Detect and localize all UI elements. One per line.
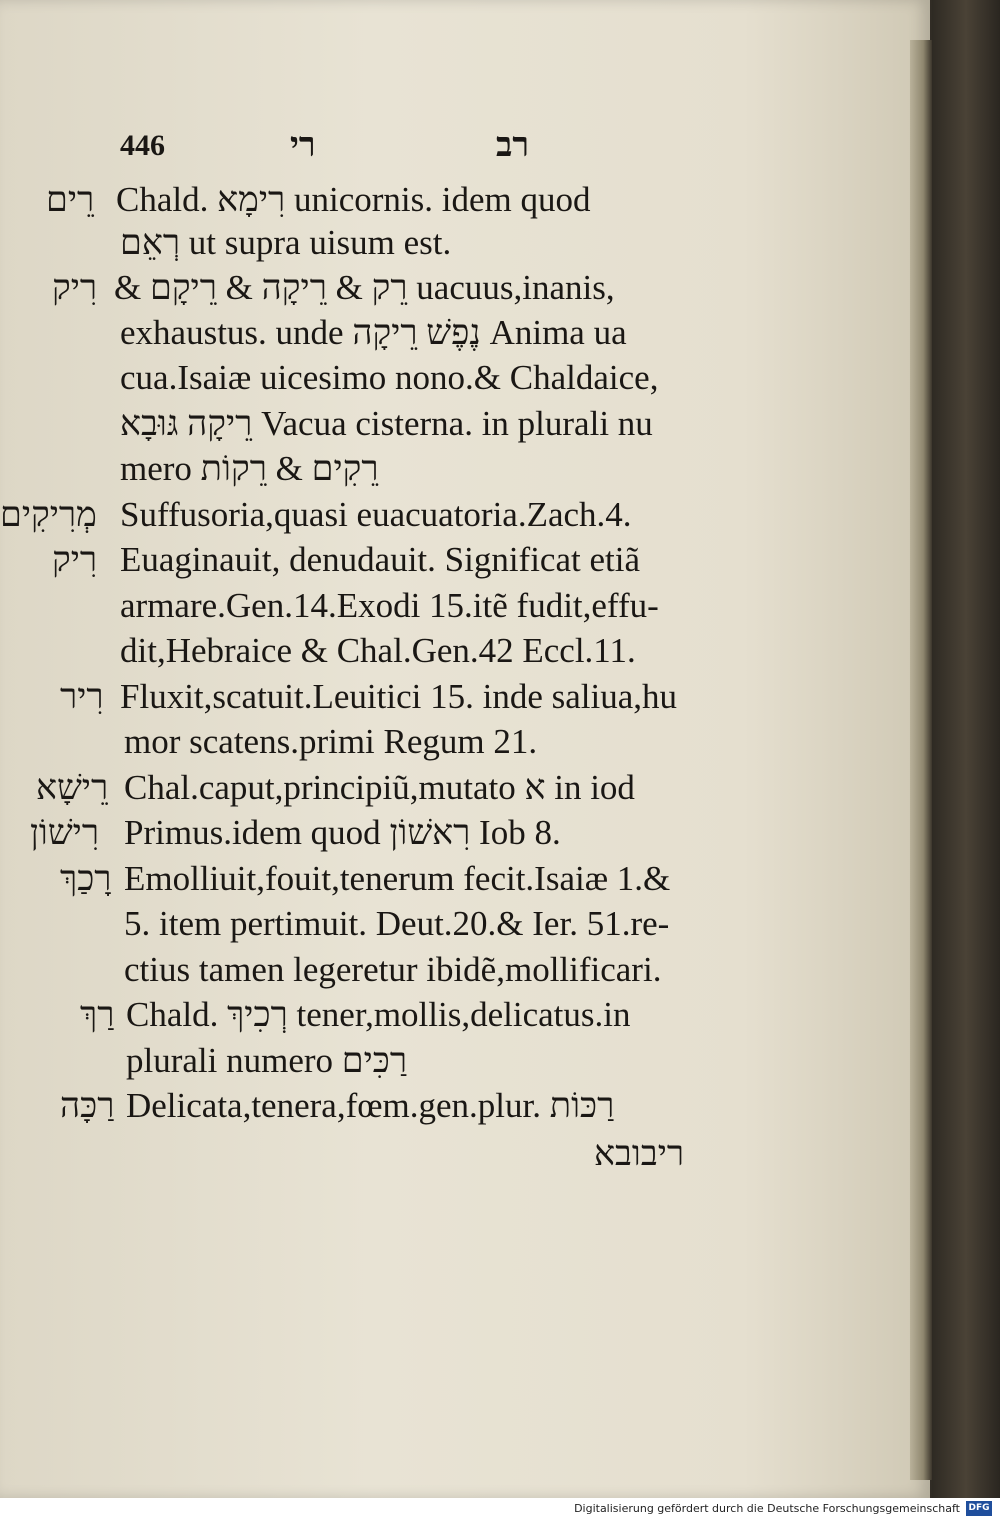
headword: רִיר <box>60 677 104 716</box>
text-line: ריבובא <box>594 1134 685 1173</box>
text-line: mero רֵקִים & רֵקוֹת <box>120 449 379 488</box>
text-line: dit,Hebraice & Chal.Gen.42 Eccl.11. <box>120 631 636 670</box>
text-line: Delicata,tenera,fœm.gen.plur. רַכּוֹת <box>126 1086 615 1125</box>
text-line: exhaustus. unde נֶפֶשׁ רֵיקָה Anima ua <box>120 313 627 352</box>
headword: רָכַךְ <box>60 859 112 898</box>
text-line: Suffusoria,quasi euacuatoria.Zach.4. <box>120 495 632 534</box>
digitization-footer <box>0 1498 1000 1520</box>
running-head-right: רב <box>496 127 530 164</box>
text-line: Fluxit,scatuit.Leuitici 15. inde saliua,hu <box>120 677 677 716</box>
text-line: plurali numero רַכִּים <box>126 1041 408 1080</box>
text-line: רֵיקָה גּוּבָא Vacua cisterna. in plurali nu <box>120 404 653 443</box>
text-line: mor scatens.primi Regum 21. <box>124 722 538 761</box>
dfg-logo: DFG <box>966 1501 992 1516</box>
text-line: רְאֵם ut supra uisum est. <box>120 223 452 262</box>
headword: רִישׁוֹן <box>30 813 100 852</box>
text-line: & רֵק & רֵיקָה & רֵיקָם uacuus,inanis, <box>114 268 615 307</box>
text-line: Chald. רְכִיךְ tener,mollis,delicatus.in <box>126 995 631 1034</box>
page-number: 446 <box>120 129 165 162</box>
page-edge <box>910 40 932 1480</box>
binding-shadow <box>932 0 1000 1498</box>
text-line: Chald. רִימָא unicornis. idem quod <box>116 180 591 219</box>
text-line: cua.Isaiæ uicesimo nono.& Chaldaice, <box>120 358 659 397</box>
headword: רַכָּה <box>60 1086 115 1125</box>
footer-credit: Digitalisierung gefördert durch die Deutsche Forschungsgemeinschaft <box>574 1502 960 1515</box>
headword: רַךְ <box>80 995 115 1034</box>
text-line: Emolliuit,fouit,tenerum fecit.Isaiæ 1.& <box>124 859 671 898</box>
headword: רִיק <box>52 540 98 579</box>
text-line: armare.Gen.14.Exodi 15.itẽ fudit,effu- <box>120 586 659 625</box>
headword: רֵים <box>46 180 95 219</box>
running-head-center: רי <box>290 127 316 164</box>
text-line: Euaginauit, denudauit. Significat etiã <box>120 540 640 579</box>
headword: רֵישָׁא <box>36 768 109 807</box>
text-line: Primus.idem quod רִאשׁוֹן Iob 8. <box>124 813 561 852</box>
headword: מְרִיקִים <box>0 495 97 534</box>
text-line: 5. item pertimuit. Deut.20.& Ier. 51.re- <box>124 904 670 943</box>
headword: רִיק <box>52 268 98 307</box>
text-line: ctius tamen legeretur ibidẽ,mollificari. <box>124 950 662 989</box>
text-line: Chal.caput,principiũ,mutato א in iod <box>124 768 635 807</box>
